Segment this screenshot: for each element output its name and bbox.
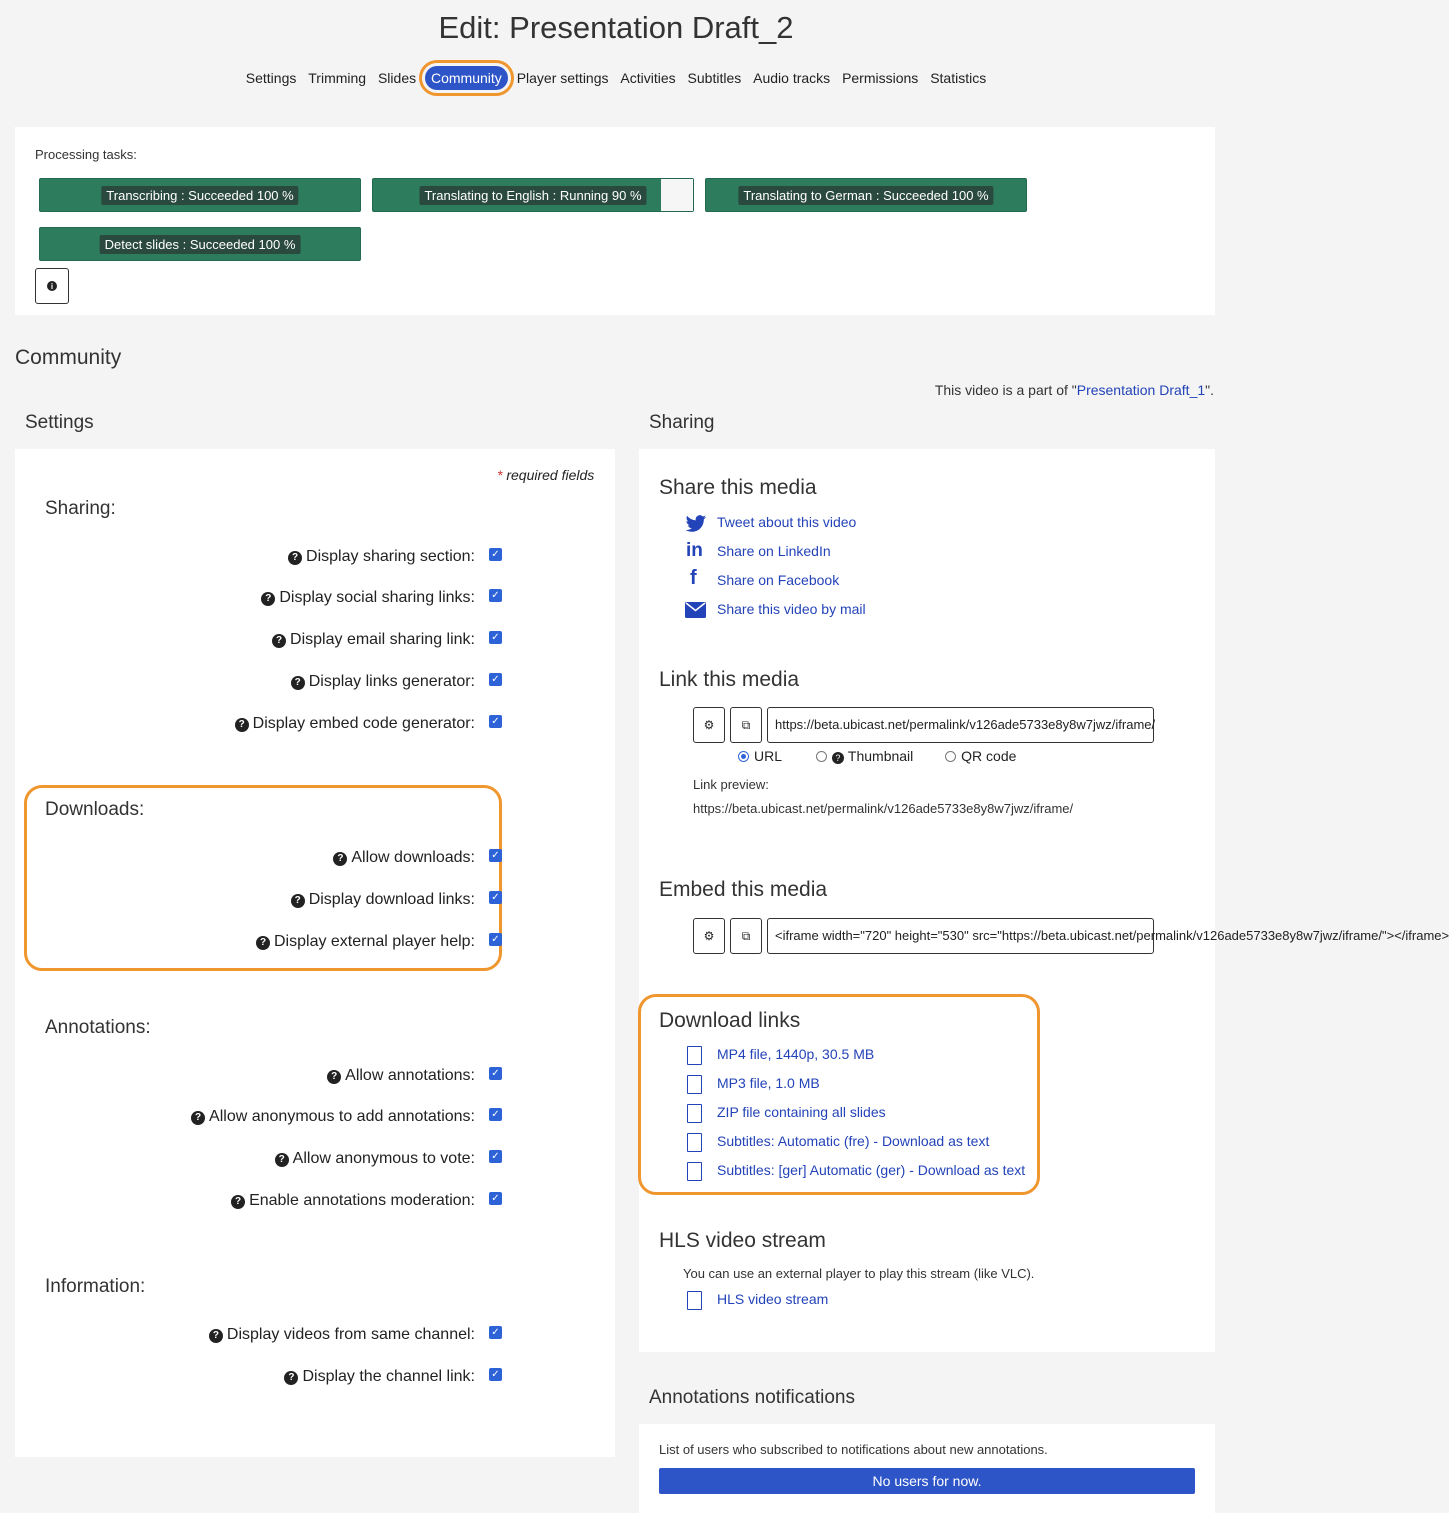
settings-title: Settings [25, 412, 94, 433]
checkbox-display-external-player-help[interactable]: ✓ [489, 933, 502, 946]
task-label: Translating to English : Running 90 % [419, 186, 646, 205]
checkbox-allow-anonymous-annotations[interactable]: ✓ [489, 1108, 502, 1121]
help-icon[interactable]: ? [291, 894, 305, 908]
embed-copy-button[interactable] [730, 918, 762, 954]
share-media-title: Share this media [659, 476, 817, 499]
part-of-text: This video is a part of "Presentation Draft_1". [934, 382, 1214, 398]
sharing-title: Sharing [649, 412, 715, 433]
radio-qr-code[interactable]: QR code [945, 748, 1016, 764]
tab-trimming[interactable]: Trimming [308, 70, 367, 86]
setting-allow-downloads: ? Allow downloads: [15, 849, 475, 867]
help-icon[interactable]: ? [272, 634, 286, 648]
embed-code-field[interactable]: <iframe width="720" height="530" src="https://beta.ubicast.net/permalink/v126ade5733e8y8w7jwz/iframe/"></iframe> [767, 918, 1154, 954]
setting-allow-anonymous-vote: ? Allow anonymous to vote: [15, 1150, 475, 1168]
link-copy-button[interactable] [730, 707, 762, 743]
facebook-icon: f [690, 567, 697, 589]
checkbox-display-download-links[interactable]: ✓ [489, 891, 502, 904]
radio-button [816, 751, 827, 762]
help-icon[interactable]: ? [231, 1195, 245, 1209]
setting-display-social-links: ? Display social sharing links: [15, 589, 475, 607]
setting-allow-annotations: ? Allow annotations: [15, 1067, 475, 1085]
help-icon[interactable]: ? [261, 592, 275, 606]
checkbox-allow-annotations[interactable]: ✓ [489, 1067, 502, 1080]
task-label: Translating to German : Succeeded 100 % [738, 186, 993, 205]
setting-display-email-link: ? Display email sharing link: [15, 631, 475, 649]
checkbox-display-links-generator[interactable]: ✓ [489, 673, 502, 686]
download-links-title: Download links [659, 1009, 801, 1032]
setting-display-download-links: ? Display download links: [15, 891, 475, 909]
help-icon[interactable]: ? [191, 1111, 205, 1125]
tab-community[interactable]: Community [425, 66, 508, 90]
text-file-icon [687, 1162, 709, 1182]
link-media-title: Link this media [659, 668, 800, 691]
info-icon: i [47, 281, 57, 291]
checkbox-enable-moderation[interactable]: ✓ [489, 1192, 502, 1205]
link-settings-button[interactable] [693, 707, 725, 743]
embed-media-title: Embed this media [659, 878, 828, 901]
help-icon[interactable]: ? [288, 551, 302, 565]
audio-file-icon [687, 1075, 709, 1095]
task-label: Detect slides : Succeeded 100 % [100, 235, 301, 254]
twitter-icon [685, 514, 707, 534]
tab-activities[interactable]: Activities [620, 70, 676, 86]
link-url-field[interactable]: https://beta.ubicast.net/permalink/v126ade5733e8y8w7jwz/iframe/ [767, 707, 1154, 743]
setting-enable-moderation: ? Enable annotations moderation: [15, 1192, 475, 1210]
gear-icon: ⚙ [703, 929, 715, 943]
no-users-button[interactable]: No users for now. [659, 1468, 1195, 1494]
page-title: Edit: Presentation Draft_2 [438, 10, 794, 45]
annotations-notifications-title: Annotations notifications [649, 1387, 855, 1408]
checkbox-allow-anonymous-vote[interactable]: ✓ [489, 1150, 502, 1163]
link-preview-value: https://beta.ubicast.net/permalink/v126ade5733e8y8w7jwz/iframe/ [693, 801, 1074, 816]
hls-description: You can use an external player to play this stream (like VLC). [683, 1266, 1035, 1281]
help-icon[interactable]: ? [327, 1070, 341, 1084]
checkbox-allow-downloads[interactable]: ✓ [489, 849, 502, 862]
checkbox-display-channel-link[interactable]: ✓ [489, 1368, 502, 1381]
radio-thumbnail[interactable]: ? Thumbnail [816, 748, 913, 764]
linkedin-icon: in [686, 540, 703, 561]
help-icon[interactable]: ? [291, 676, 305, 690]
text-file-icon [687, 1133, 709, 1153]
task-label: Transcribing : Succeeded 100 % [101, 186, 298, 205]
group-title-downloads: Downloads: [45, 799, 145, 820]
link-type-options [738, 748, 1016, 764]
setting-display-sharing-section: ? Display sharing section: [15, 548, 475, 566]
help-icon[interactable]: ? [832, 752, 844, 764]
group-title-annotations: Annotations: [45, 1017, 151, 1038]
processing-label: Processing tasks: [35, 147, 137, 162]
help-icon[interactable]: ? [284, 1371, 298, 1385]
tab-audio-tracks[interactable]: Audio tracks [753, 70, 831, 86]
setting-display-external-player-help: ? Display external player help: [15, 933, 475, 951]
checkbox-display-email-link[interactable]: ✓ [489, 631, 502, 644]
link-preview-label: Link preview: [693, 777, 769, 792]
group-title-sharing: Sharing: [45, 498, 116, 519]
task-translating-german [705, 178, 1027, 212]
setting-display-links-generator: ? Display links generator: [15, 673, 475, 691]
required-fields-note: * required fields [497, 467, 595, 483]
mail-icon [685, 600, 707, 620]
gear-icon: ⚙ [703, 718, 715, 732]
settings-body [15, 0, 615, 1513]
tab-permissions[interactable]: Permissions [842, 70, 919, 86]
radio-url[interactable]: URL [738, 748, 782, 764]
help-icon[interactable]: ? [256, 936, 270, 950]
checkbox-display-sharing-section[interactable]: ✓ [489, 548, 502, 561]
embed-settings-button[interactable] [693, 918, 725, 954]
radio-button [738, 751, 749, 762]
tab-subtitles[interactable]: Subtitles [687, 70, 742, 86]
hls-title: HLS video stream [659, 1229, 826, 1252]
help-icon[interactable]: ? [333, 852, 347, 866]
tab-statistics[interactable]: Statistics [930, 70, 987, 86]
help-icon[interactable]: ? [209, 1329, 223, 1343]
radio-button [945, 751, 956, 762]
setting-allow-anonymous-annotations: ? Allow anonymous to add annotations: [15, 1108, 475, 1126]
community-title: Community [15, 346, 122, 369]
help-icon[interactable]: ? [235, 718, 249, 732]
video-file-icon [687, 1291, 709, 1311]
setting-display-embed-generator: ? Display embed code generator: [15, 715, 475, 733]
tab-settings[interactable]: Settings [245, 70, 297, 86]
annotations-notifications-description: List of users who subscribed to notifications about new annotations. [659, 1442, 1048, 1457]
tab-slides[interactable]: Slides [377, 70, 417, 86]
copy-icon: ⧉ [741, 928, 751, 943]
tab-player-settings[interactable]: Player settings [516, 70, 609, 86]
checkbox-display-social-links[interactable]: ✓ [489, 589, 502, 602]
slides-file-icon [687, 1104, 709, 1124]
video-file-icon [687, 1046, 709, 1066]
group-title-information: Information: [45, 1276, 146, 1297]
task-progress-remaining [661, 179, 693, 211]
copy-icon: ⧉ [741, 717, 751, 732]
setting-display-same-channel: ? Display videos from same channel: [15, 1326, 475, 1344]
checkbox-display-embed-generator[interactable]: ✓ [489, 715, 502, 728]
part-of-link[interactable]: Presentation Draft_1 [1076, 382, 1206, 398]
checkbox-display-same-channel[interactable]: ✓ [489, 1326, 502, 1339]
help-icon[interactable]: ? [275, 1153, 289, 1167]
setting-display-channel-link: ? Display the channel link: [15, 1368, 475, 1386]
